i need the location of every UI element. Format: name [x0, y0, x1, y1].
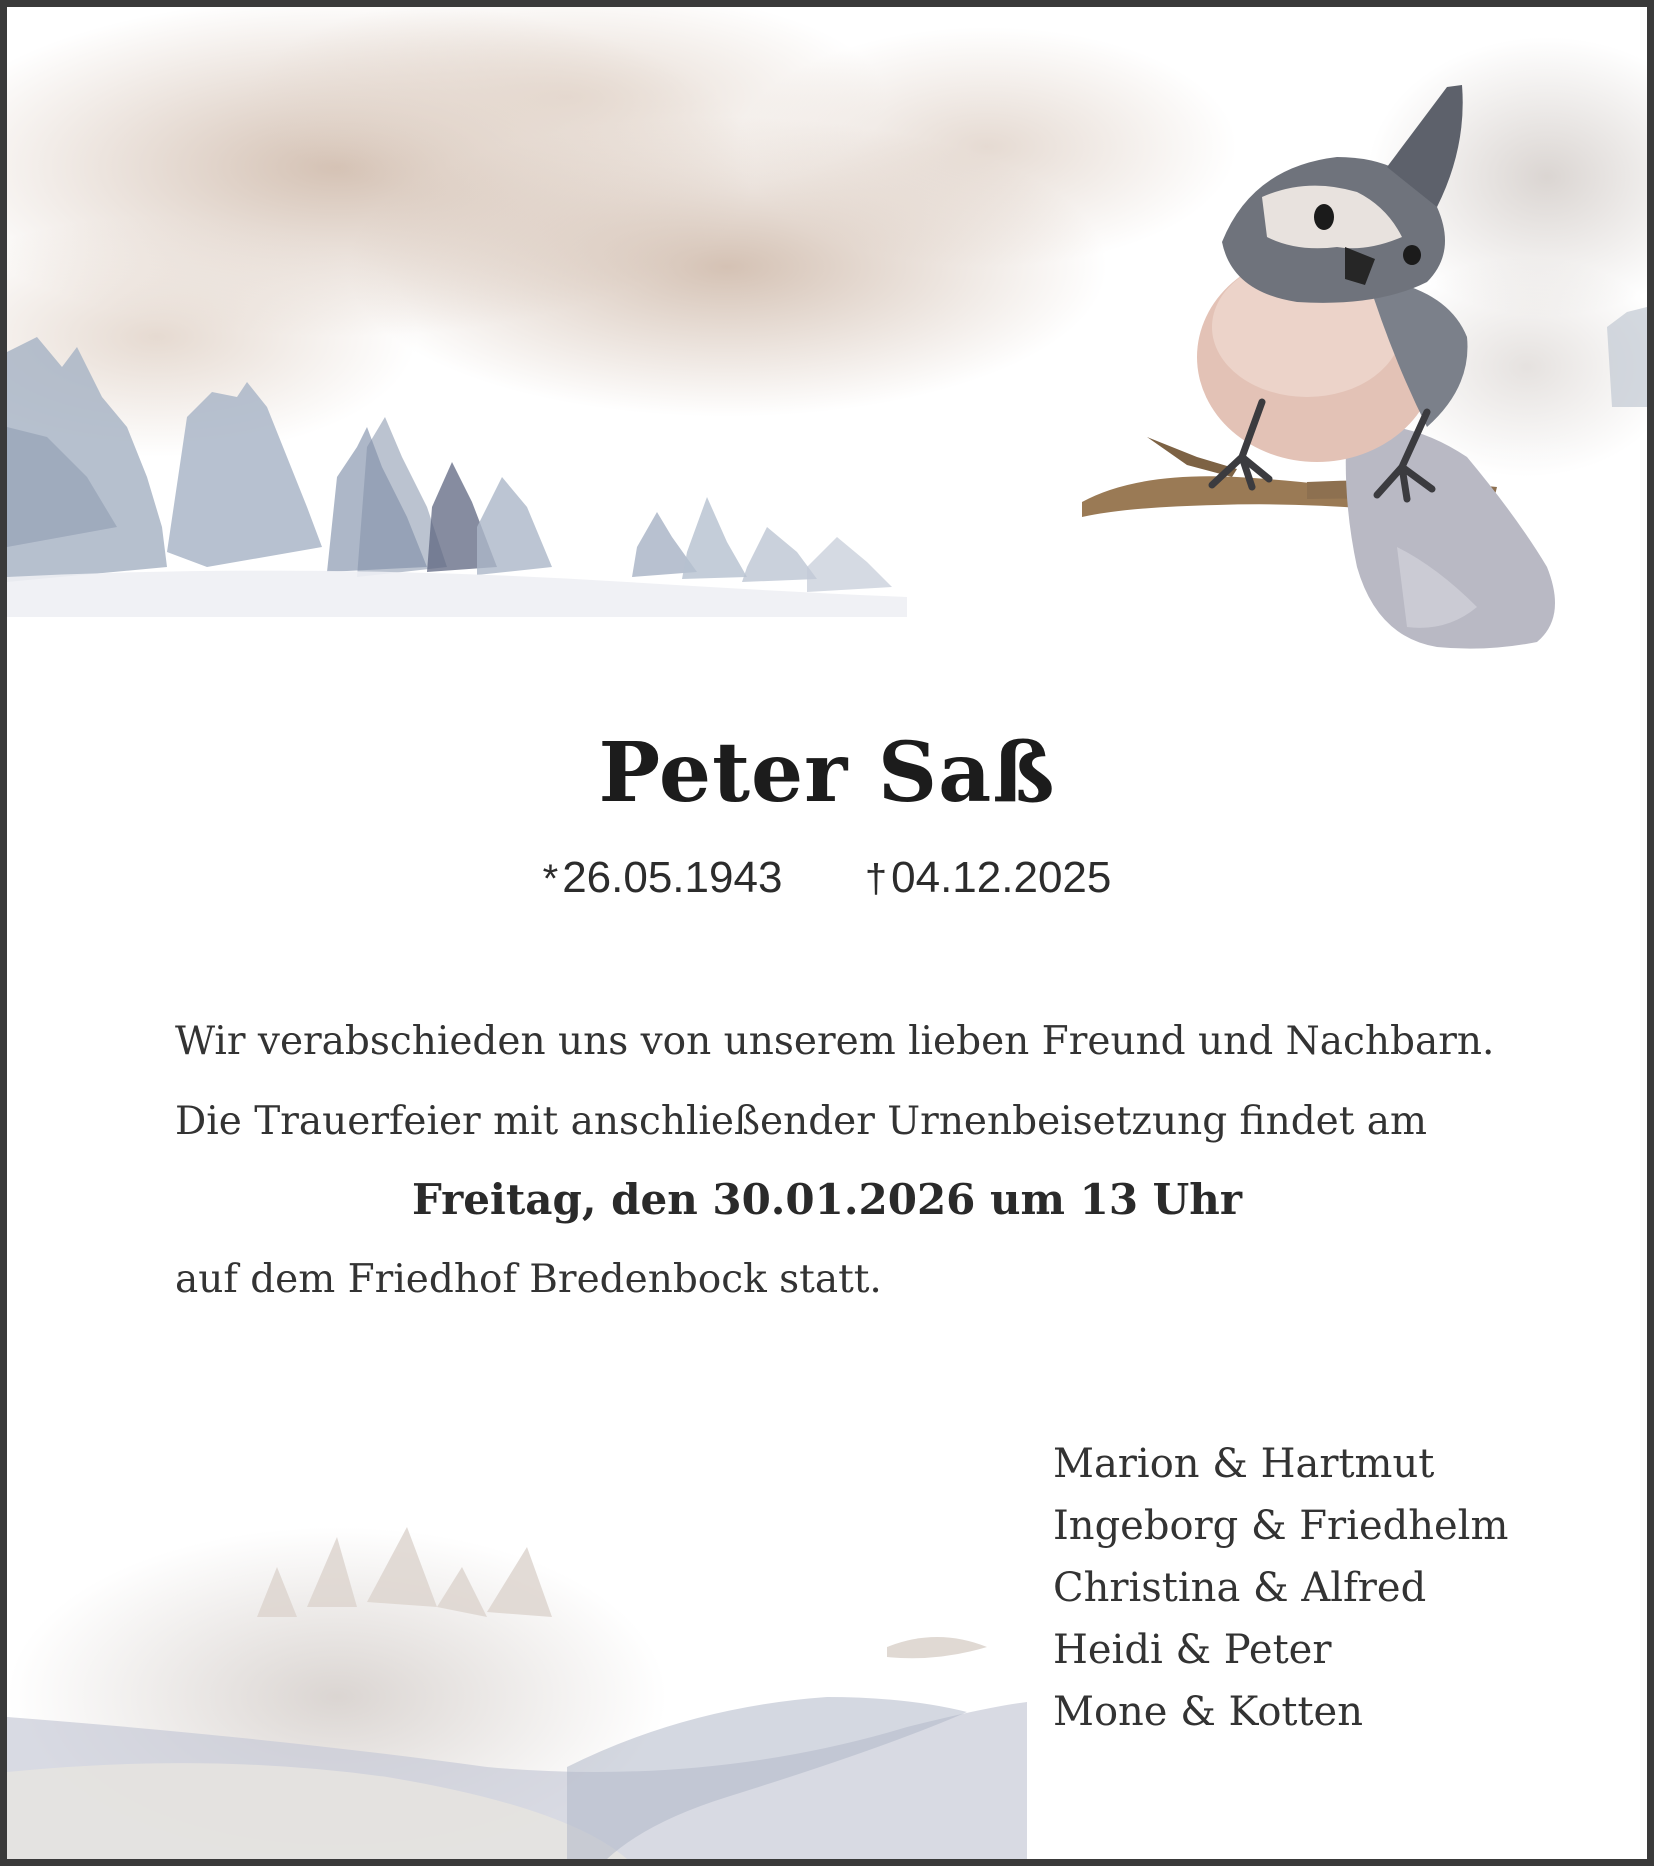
mourners-list — [1053, 1433, 1508, 1743]
mourner-name: Mone & Kotten — [1053, 1689, 1363, 1735]
mourner-name: Marion & Hartmut — [1053, 1441, 1435, 1487]
ceremony-date: Freitag, den 30.01.2026 um 13 Uhr — [412, 1175, 1242, 1224]
deceased-name: Peter Saß — [598, 725, 1056, 821]
death-date: 04.12.2025 — [891, 853, 1112, 902]
ceremony-text: Die Trauerfeier mit anschließender Urnenbeisetzung findet am — [175, 1099, 1428, 1144]
mourner-name: Ingeborg & Friedhelm — [1053, 1503, 1509, 1549]
death-cross-icon: † — [864, 857, 888, 901]
mourner-name: Heidi & Peter — [1053, 1627, 1332, 1673]
farewell-text: Wir verabschieden uns von unserem lieben Freund und Nachbarn. — [175, 1019, 1495, 1064]
birth-date: 26.05.1943 — [562, 853, 783, 902]
birth-asterisk-icon: * — [542, 857, 559, 901]
life-dates — [7, 853, 1647, 903]
mourner-name: Christina & Alfred — [1053, 1565, 1427, 1611]
ceremony-location: auf dem Friedhof Bredenbock statt. — [175, 1257, 882, 1302]
snow-hills-illustration — [7, 1527, 1027, 1859]
